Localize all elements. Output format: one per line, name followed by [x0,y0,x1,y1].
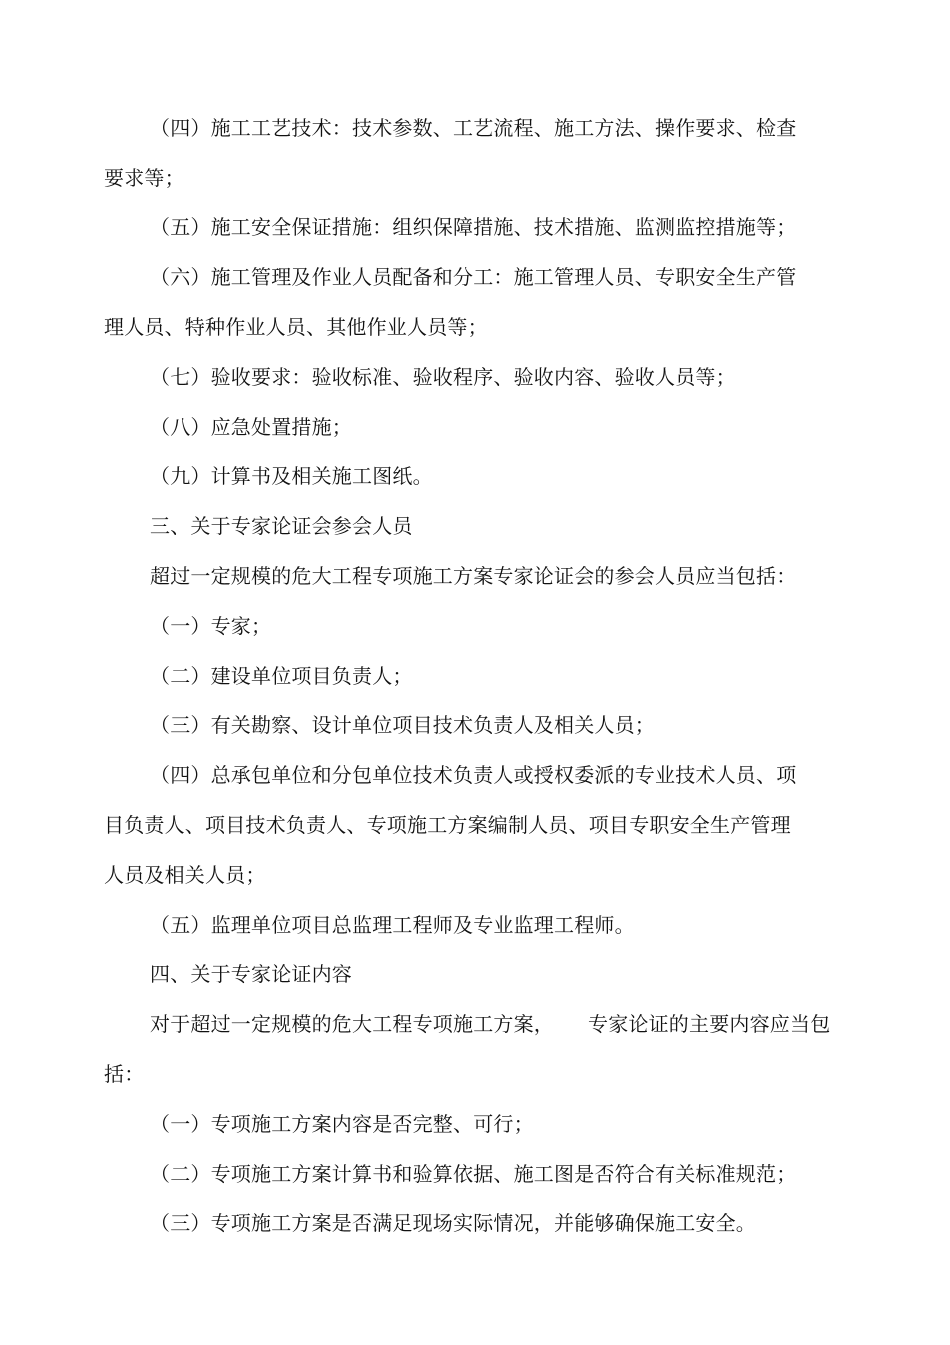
paragraph-line-part: 专家论证的主要内容应当包 [588,1012,831,1036]
paragraph-line: 目负责人、项目技术负责人、专项施工方案编制人员、项目专职安全生产管理 [104,813,791,837]
paragraph-line: （三）专项施工方案是否满足现场实际情况，并能够确保施工安全。 [150,1211,756,1235]
section-heading: 三、关于专家论证会参会人员 [150,514,413,538]
paragraph-line: （八）应急处置措施； [150,415,352,439]
paragraph-line: 括： [104,1062,145,1086]
paragraph-line: （五）施工安全保证措施：组织保障措施、技术措施、监测监控措施等； [150,215,797,239]
paragraph-line: 理人员、特种作业人员、其他作业人员等； [104,315,488,339]
paragraph-line: （六）施工管理及作业人员配备和分工：施工管理人员、专职安全生产管 [150,265,797,289]
paragraph-line: 要求等； [104,166,185,190]
paragraph-line: （二）建设单位项目负责人； [150,664,413,688]
paragraph-line: （四）总承包单位和分包单位技术负责人或授权委派的专业技术人员、项 [150,763,797,787]
paragraph-line: （三）有关勘察、设计单位项目技术负责人及相关人员； [150,713,655,737]
paragraph-line: 人员及相关人员； [104,863,266,887]
paragraph-line: （五）监理单位项目总监理工程师及专业监理工程师。 [150,913,635,937]
paragraph-line: （七）验收要求：验收标准、验收程序、验收内容、验收人员等； [150,365,736,389]
paragraph-line-part: 对于超过一定规模的危大工程专项施工方案， [150,1012,554,1036]
paragraph-line: （一）专家； [150,614,272,638]
paragraph-line: （九）计算书及相关施工图纸。 [150,464,433,488]
paragraph-line: （四）施工工艺技术：技术参数、工艺流程、施工方法、操作要求、检查 [150,116,797,140]
paragraph-line: （二）专项施工方案计算书和验算依据、施工图是否符合有关标准规范； [150,1162,797,1186]
paragraph-line: 超过一定规模的危大工程专项施工方案专家论证会的参会人员应当包括： [150,564,797,588]
section-heading: 四、关于专家论证内容 [150,962,352,986]
paragraph-line [150,1011,870,1037]
paragraph-line: （一）专项施工方案内容是否完整、可行； [150,1112,534,1136]
